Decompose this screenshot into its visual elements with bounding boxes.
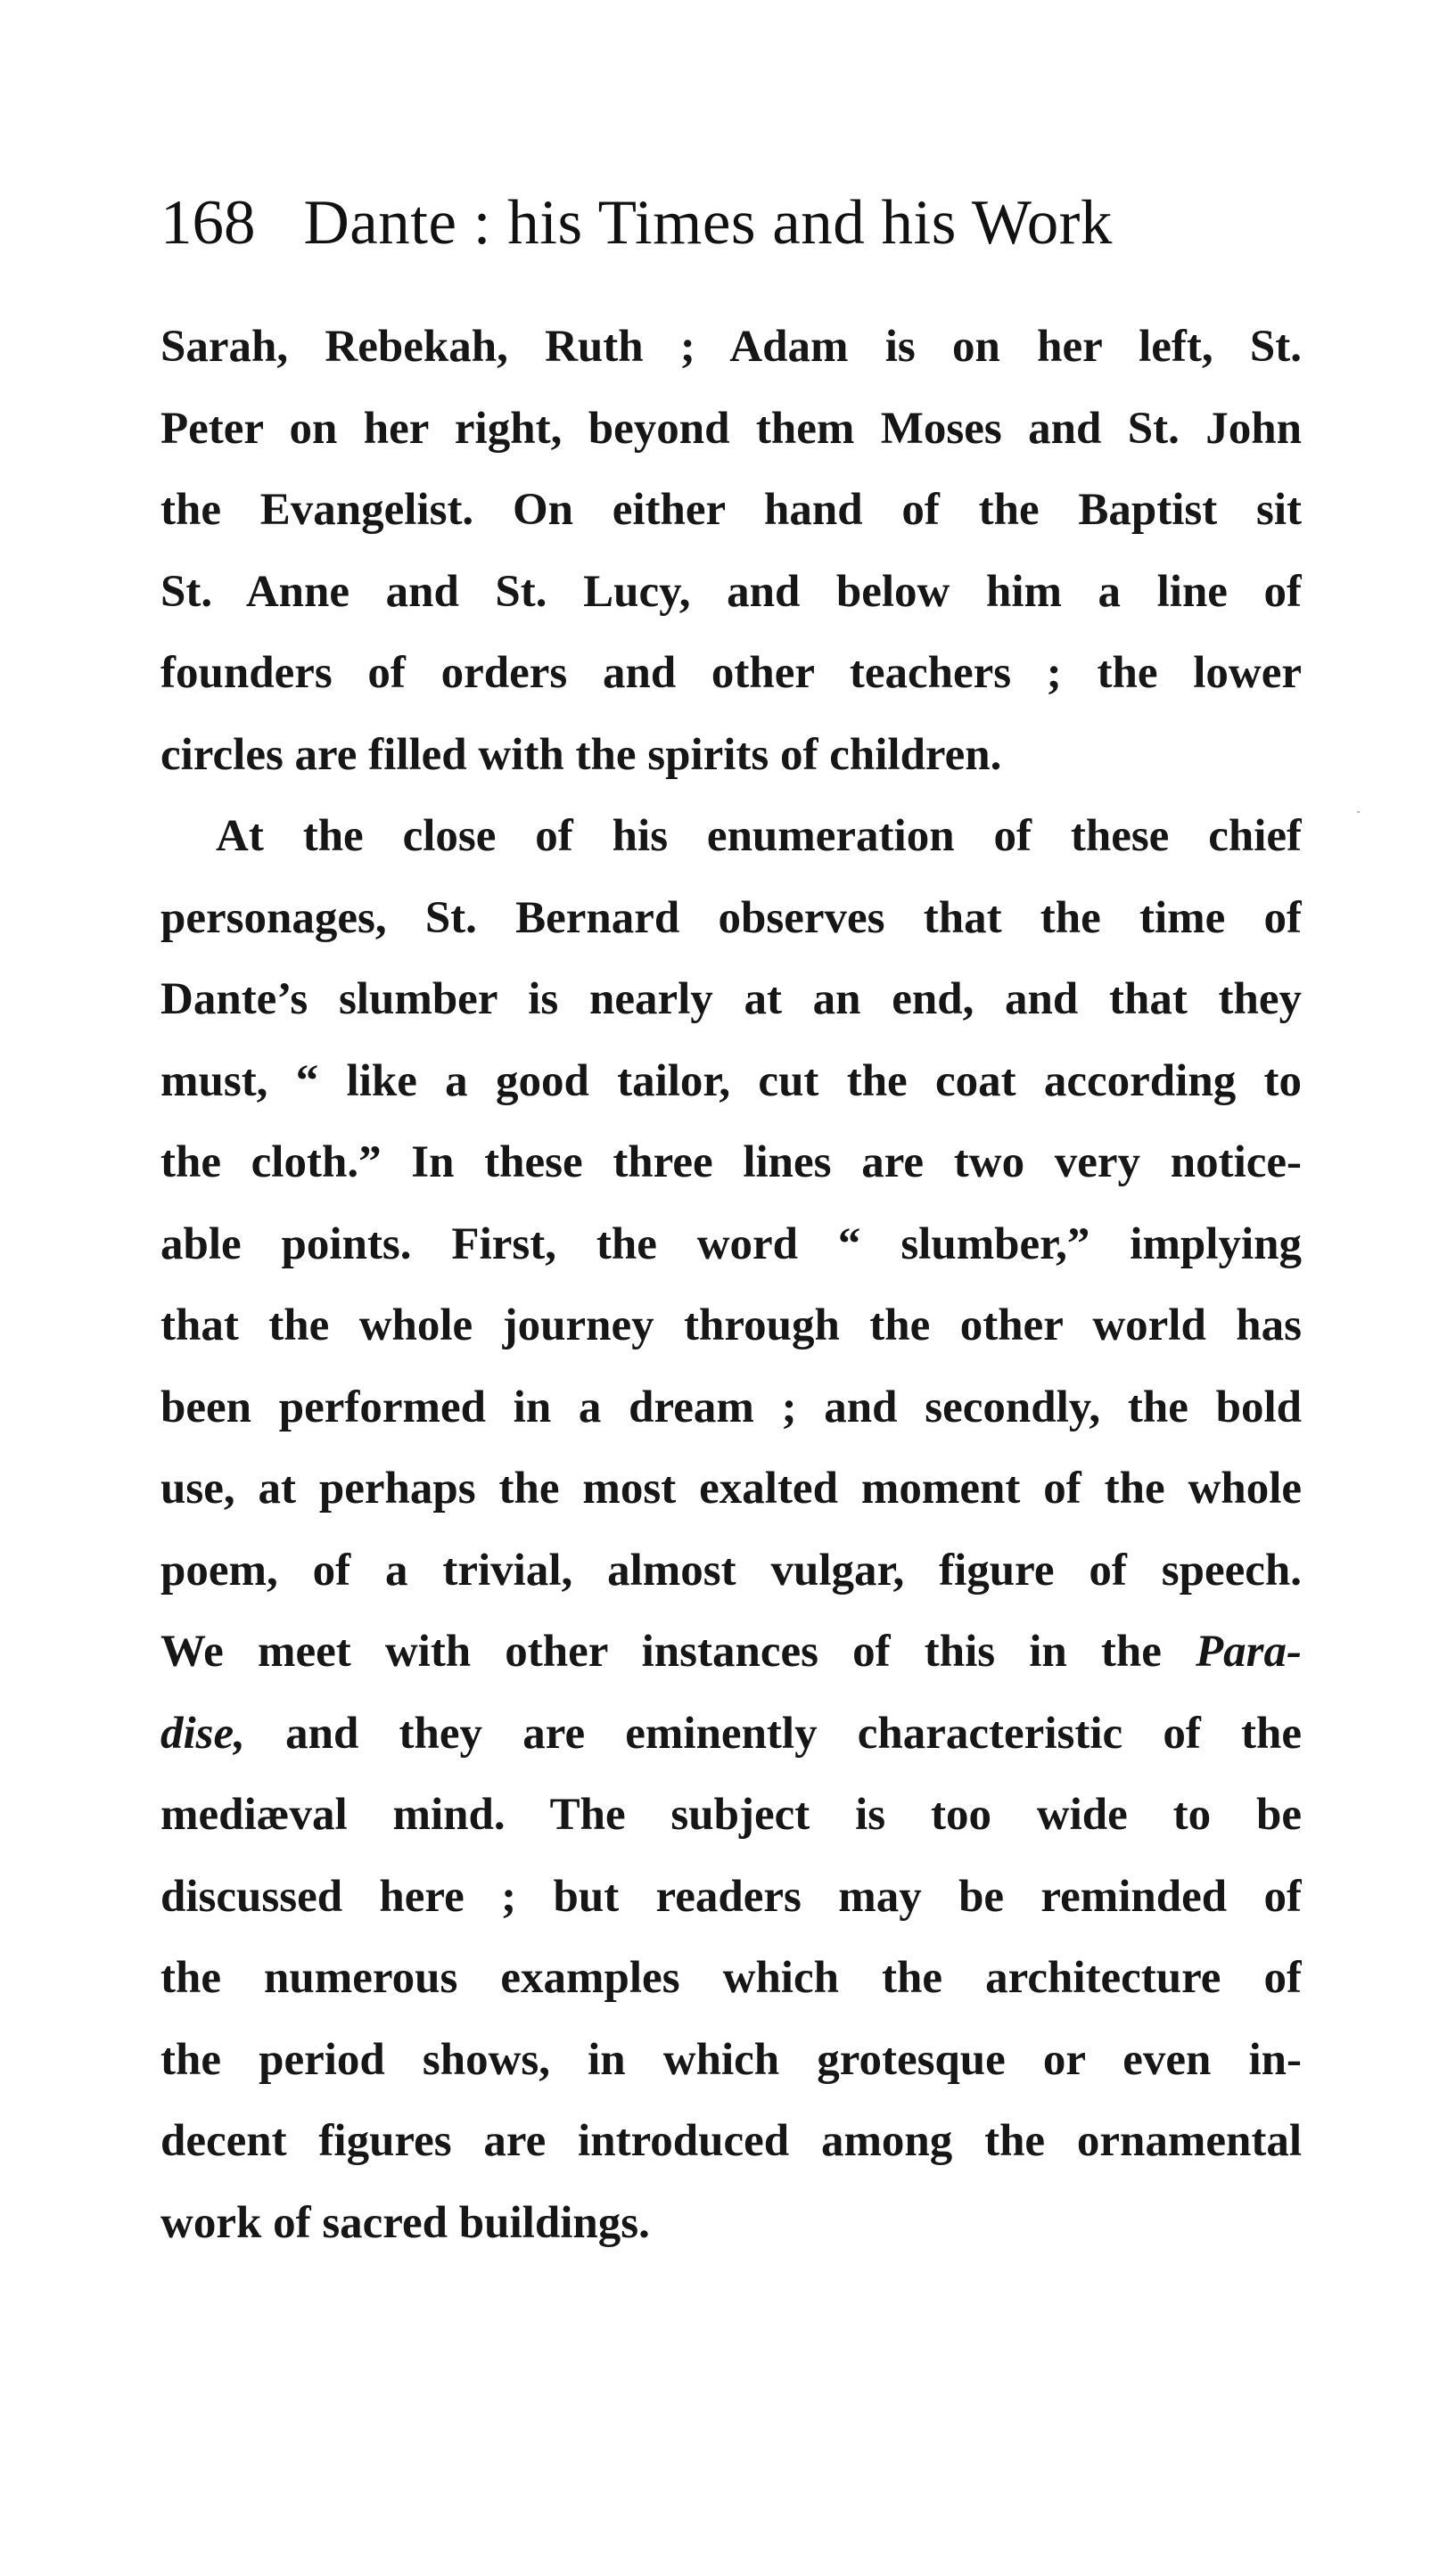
text-line: must, “ like a good tailor, cut the coat according to	[160, 1055, 1302, 1106]
text-line: Sarah, Rebekah, Ruth ; Adam is on her left, St.	[160, 322, 1302, 372]
text-line: founders of orders and other teachers ; the lower	[160, 648, 1302, 698]
text-line: mediæval mind. The subject is too wide to be	[160, 1790, 1302, 1840]
text-line: that the whole journey through the other world has	[160, 1300, 1302, 1350]
text-segment: and they are eminently characteristic of the	[285, 1708, 1302, 1759]
paragraph	[160, 796, 1302, 2264]
text-line: At the close of his enumeration of these chief	[216, 811, 1302, 861]
text-line: personages, St. Bernard observes that the time of	[160, 892, 1302, 943]
text-line: poem, of a trivial, almost vulgar, figure of speech.	[160, 1545, 1302, 1596]
running-title: Dante : his Times and his Work	[303, 188, 1113, 258]
paragraph	[160, 307, 1302, 796]
scan-speck	[1357, 811, 1360, 813]
text-line: discussed here ; but readers may be reminded of	[160, 1871, 1302, 1922]
text-line: Peter on her right, beyond them Moses and St. John	[160, 403, 1302, 454]
text-line: the Evangelist. On either hand of the Baptist sit	[160, 485, 1302, 535]
italic-title: Para-	[1196, 1627, 1302, 1677]
text-line: work of sacred buildings.	[160, 2197, 650, 2248]
body-text	[160, 307, 1302, 2264]
page-number: 168	[160, 188, 256, 258]
text-line	[160, 1612, 1302, 1694]
text-line: the numerous examples which the architecture of	[160, 1953, 1302, 2003]
text-line: been performed in a dream ; and secondly, the bold	[160, 1382, 1302, 1432]
text-line: St. Anne and St. Lucy, and below him a line of	[160, 566, 1302, 617]
text-line: Dante’s slumber is nearly at an end, and that they	[160, 974, 1302, 1024]
text-segment: We meet with other instances of this in the	[160, 1627, 1162, 1677]
italic-title: dise,	[160, 1708, 245, 1759]
text-line: use, at perhaps the most exalted moment of the whole	[160, 1464, 1302, 1514]
text-line	[160, 1694, 1302, 1776]
text-line: decent figures are introduced among the ornamental	[160, 2116, 1302, 2166]
text-line: the period shows, in which grotesque or even in-	[160, 2034, 1302, 2085]
text-line: circles are filled with the spirits of children.	[160, 729, 1002, 780]
running-head	[160, 178, 1320, 267]
text-line: the cloth.” In these three lines are two very notice-	[160, 1137, 1302, 1187]
text-line: able points. First, the word “ slumber,” implying	[160, 1218, 1302, 1269]
